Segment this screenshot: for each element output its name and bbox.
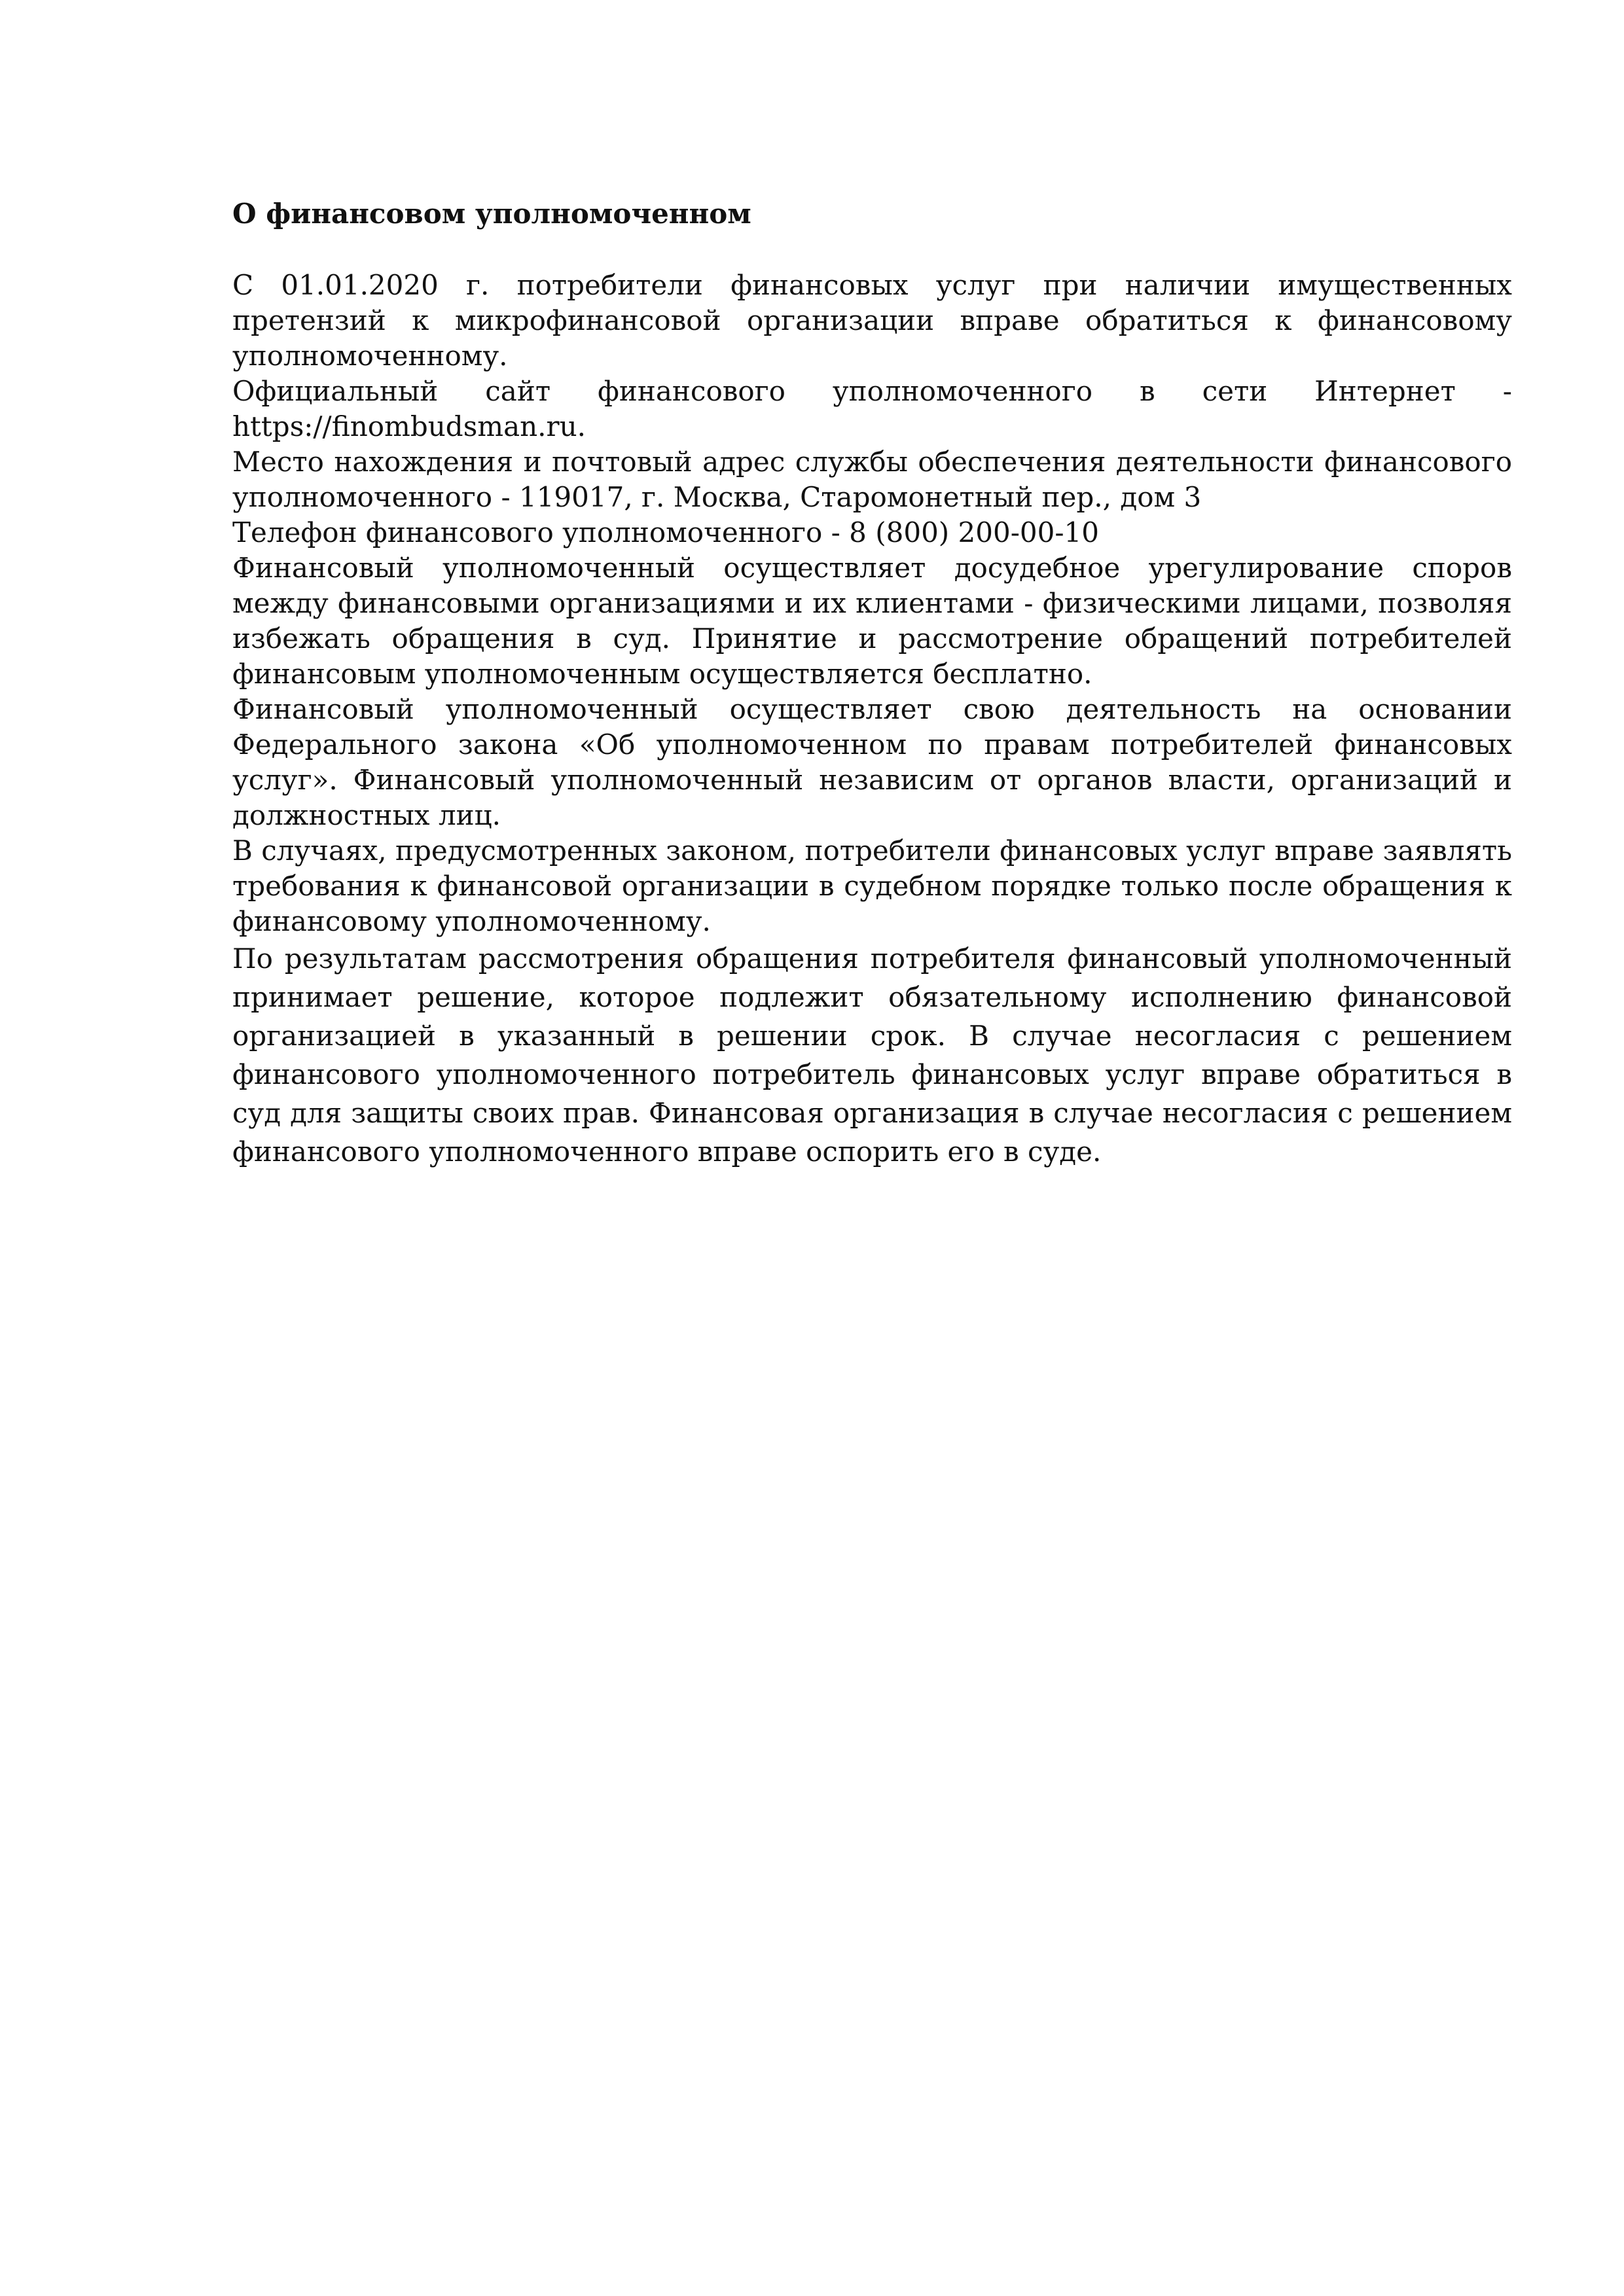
paragraph-legal-basis: Финансовый уполномоченный осуществляет свою деятельность на основании Федерального закона «Об уполномоченном по правам потребителей финансовых услуг». Финансовый уполномоченный независим от органов власти, организаций и должностных лиц. <box>232 693 1512 831</box>
paragraph-phone: Телефон финансового уполномоченного - 8 (800) 200-00-10 <box>232 516 1099 548</box>
paragraph-court-order: В случаях, предусмотренных законом, потребители финансовых услуг вправе заявлять требования к финансовой организации в судебном порядке только после обращения к финансовому уполномоченному. <box>232 834 1512 937</box>
paragraph-website: Официальный сайт финансового уполномоченного в сети Интернет - https://finombudsman.ru. <box>232 375 1512 442</box>
paragraph-decision: По результатам рассмотрения обращения потребителя финансовый уполномоченный принимает решение, которое подлежит обязательному исполнению финансовой организацией в указанный в решении срок. В случае несогласия с решением финансового уполномоченного потребитель финансовых услуг вправе обратиться в суд для защиты своих прав. Финансовая организация в случае несогласия с решением финансового уполномоченного вправе оспорить его в суде. <box>232 942 1512 1168</box>
document-title: О финансовом уполномоченном <box>232 198 751 230</box>
paragraph-intro: С 01.01.2020 г. потребители финансовых услуг при наличии имущественных претензий к микрофинансовой организации вправе обратиться к финансовому уполномоченному. <box>232 269 1512 372</box>
paragraph-pretrial: Финансовый уполномоченный осуществляет досудебное урегулирование споров между финансовыми организациями и их клиентами - физическими лицами, позволяя избежать обращения в суд. Принятие и рассмотрение обращений потребителей финансовым уполномоченным осуществляется бесплатно. <box>232 552 1512 690</box>
document-body <box>232 196 1512 1171</box>
paragraph-address: Место нахождения и почтовый адрес службы обеспечения деятельности финансового уполномоченного - 119017, г. Москва, Старомонетный пер., дом 3 <box>232 446 1512 513</box>
